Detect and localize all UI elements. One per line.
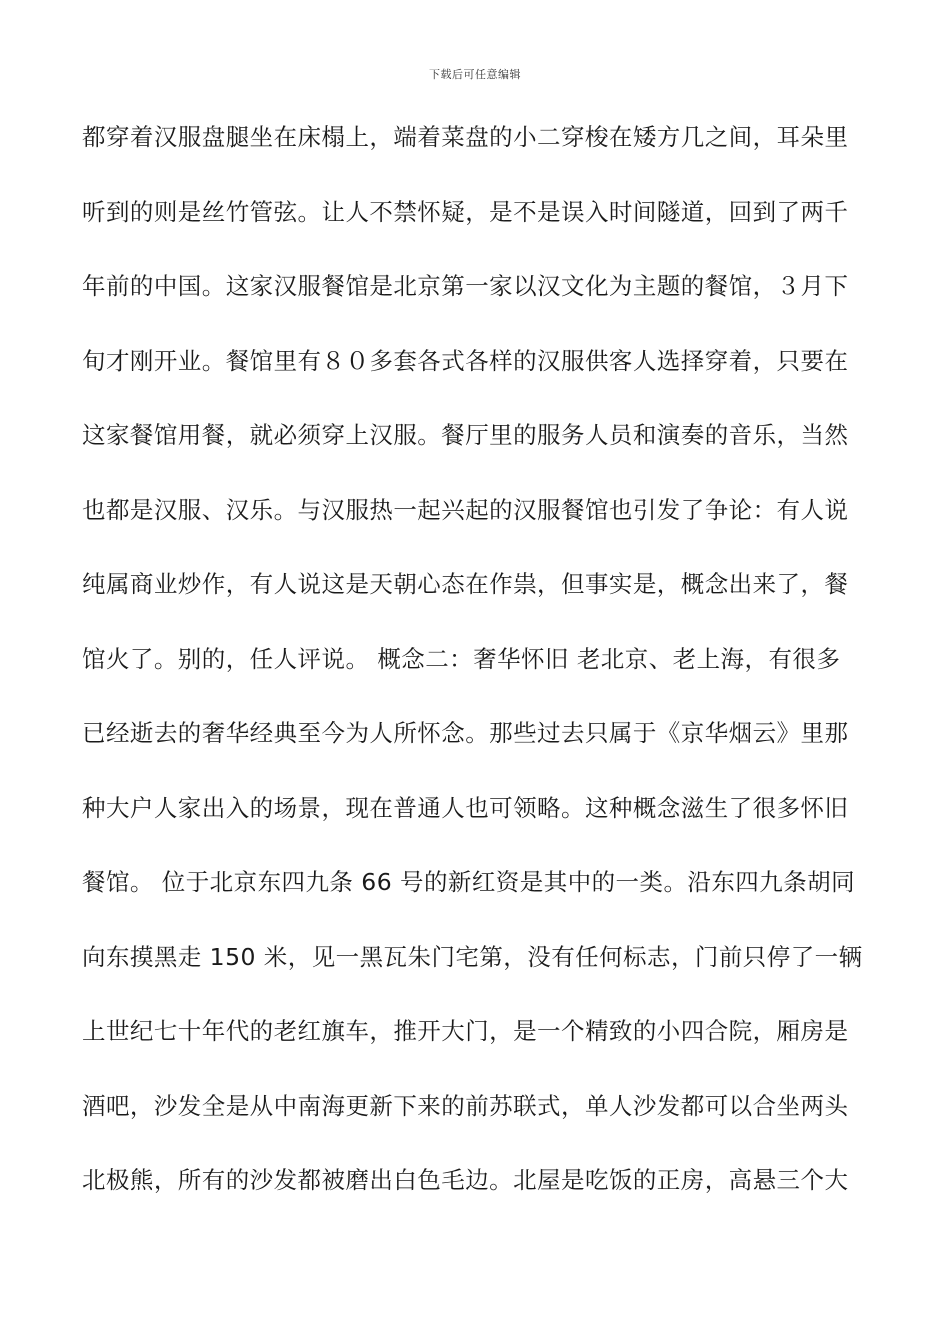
text-line: 北极熊，所有的沙发都被磨出白色毛边。北屋是吃饭的正房，高悬三个大	[82, 1166, 849, 1194]
text-line: 都穿着汉服盘腿坐在床榻上，端着菜盘的小二穿梭在矮方几之间，耳朵里	[82, 123, 849, 151]
text-line: 已经逝去的奢华经典至今为人所怀念。那些过去只属于《京华烟云》里那	[82, 719, 849, 747]
text-line: 餐馆。 位于北京东四九条 66 号的新红资是其中的一类。沿东四九条胡同	[82, 868, 856, 896]
text-line: 上世纪七十年代的老红旗车，推开大门，是一个精致的小四合院，厢房是	[82, 1017, 849, 1045]
body-text	[82, 112, 882, 1230]
text-line: 听到的则是丝竹管弦。让人不禁怀疑，是不是误入时间隧道，回到了两千	[82, 197, 849, 226]
header-note: 下载后可任意编辑	[429, 68, 521, 81]
text-line: 旬才刚开业。餐馆里有８０多套各式各样的汉服供客人选择穿着，只要在	[82, 346, 849, 375]
text-line: 这家餐馆用餐，就必须穿上汉服。餐厅里的服务人员和演奏的音乐，当然	[82, 421, 849, 449]
text-line: 年前的中国。这家汉服餐馆是北京第一家以汉文化为主题的餐馆，３月下	[82, 272, 849, 300]
text-line: 种大户人家出入的场景，现在普通人也可领略。这种概念滋生了很多怀旧	[82, 793, 849, 822]
text-line: 也都是汉服、汉乐。与汉服热一起兴起的汉服餐馆也引发了争论：有人说	[82, 495, 849, 524]
text-line: 酒吧，沙发全是从中南海更新下来的前苏联式，单人沙发都可以合坐两头	[82, 1091, 849, 1120]
text-line: 向东摸黑走 150 米，见一黑瓦朱门宅第，没有任何标志，门前只停了一辆	[82, 942, 863, 971]
text-line: 馆火了。别的，任人评说。 概念二：奢华怀旧 老北京、老上海，有很多	[82, 644, 841, 673]
text-line: 纯属商业炒作，有人说这是天朝心态在作祟，但事实是，概念出来了，餐	[82, 570, 849, 598]
